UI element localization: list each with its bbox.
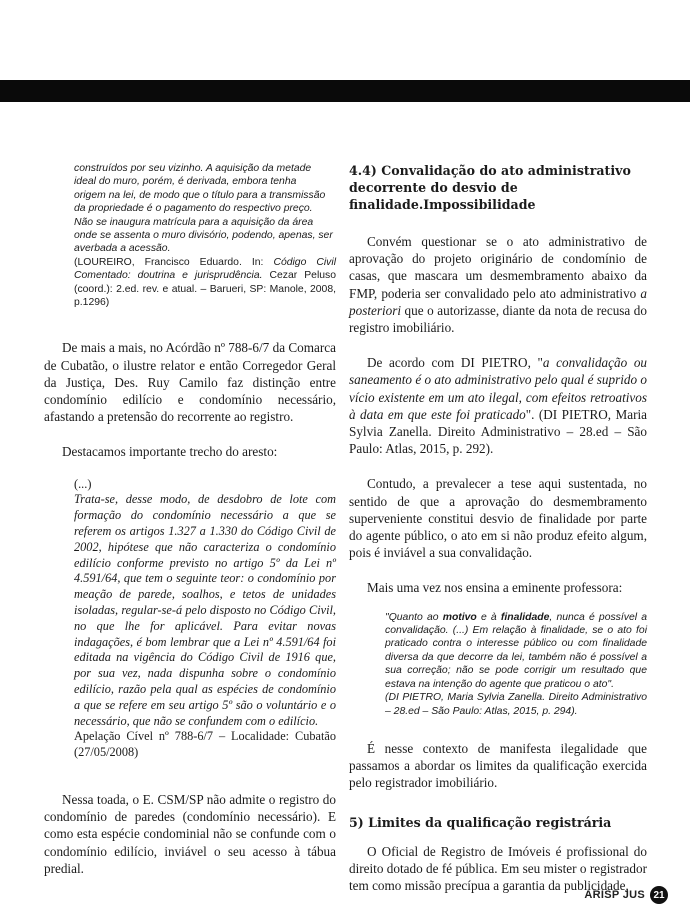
header-bar (0, 80, 690, 102)
left-column (44, 162, 336, 877)
block-quote-loureiro (74, 162, 336, 309)
section-heading-5: 5) Limites da qualificação registrária (349, 814, 612, 830)
quote-line: origem na lei, de modo que o título para a transmissão (74, 189, 326, 201)
page-footer (584, 886, 668, 904)
paragraph-questionar: Convém questionar se o ato administrativo de aprovação do projeto originário de condomínio de casas, que mascara um desmembramento abaixo da FMP, poderia ser convalidado pelo ato administrativo a posteriori que o autorizasse, diante da nota de recusa do registro imobiliário. (349, 234, 647, 336)
paragraph-contudo: Contudo, a prevalecer a tese aqui sustentada, no sentido de que a aprovação do desmembramento superveniente constitui desvio de finalidade por parte do agente público, o ato em si não produz efeito algum, pois é inviável a sua convalidação. (349, 476, 647, 561)
paragraph-csm: Nessa toada, o E. CSM/SP não admite o registro do condomínio de paredes (condomínio necessário). E como esta espécie condominial não se confunde com o condomínio edilício, inviável o seu acesso à tábua predial. (44, 792, 336, 876)
paragraph-destacamos: Destacamos importante trecho do aresto: (62, 444, 278, 460)
quote-citation: Apelação Cível nº 788-6/7 – Localidade: Cubatão (27/05/2008) (74, 729, 336, 760)
footer-brand: ARISP JUS (584, 889, 645, 901)
right-column (349, 162, 647, 894)
quote-line: construídos por seu vizinho. A aquisição da metade (74, 163, 312, 174)
quote-line: da propriedade é o pagamento do respectivo preço. (74, 203, 313, 215)
quote-line: onde se assenta o muro divisório, podendo, apenas, ser (74, 230, 333, 242)
quote-line: ideal do muro, porém, é derivada, embora tenha (74, 176, 297, 188)
paragraph-di-pietro: De acordo com DI PIETRO, "a convalidação ou saneamento é o ato administrativo pelo qual é suprido o vício existente em um ato ilegal, com efeitos retroativos à data em que este foi praticado". (DI PIETRO, Maria Sylvia Zanella. Direito Administrativo – 28.ed – São Paulo: Atlas, 2015, p. 292). (349, 355, 648, 457)
page-number: 21 (650, 886, 668, 904)
citation-loureiro: (LOUREIRO, Francisco Eduardo. In: Código Civil Comentado: doutrina e jurisprudência. Cezar Peluso (coord.): 2.ed. rev. e atual. – Barueri, SP: Manole, 2008, p.1296) (74, 256, 337, 309)
quote-line: Não se inaugura matrícula para a aquisição da área (74, 216, 314, 228)
paragraph-contexto: É nesse contexto de manifesta ilegalidade que passamos a abordar os limites da qualificação exercida pelo registrador imobiliário. (349, 740, 647, 791)
quote-text: "Quanto ao motivo e à finalidade, nunca é possível a convalidação. (...) Em relação à finalidade, se o ato foi praticado contra o interesse público ou com finalidade diversa da que decorre da lei, também não é possível a sua correção; não se pode corrigir um resultado que estava na intenção do agente que praticou o ato". (385, 611, 648, 690)
block-quote-aresto (74, 477, 336, 761)
quote-citation: (DI PIETRO, Maria Sylvia Zanella. Direito Administrativo – 28.ed – São Paulo: Atlas, 2015, p. 294). (385, 692, 647, 717)
paragraph-professora: Mais uma vez nos ensina a eminente professora: (367, 580, 623, 596)
block-quote-di-pietro (385, 611, 647, 718)
paragraph-oficial: O Oficial de Registro de Imóveis é profissional do direito dotado de fé pública. Em seu mister o registrador tem como missão precípua a garantia da publicidade, (349, 843, 647, 893)
quote-text: Trata-se, desse modo, de desdobro de lote com formação do condomínio necessário a que se referem os artigos 1.327 a 1.330 do Código Civil de 2002, hipótese que não caracteriza o condomínio edilício conforme previsto no artigo 5º da Lei nº 4.591/64, que tem o seguinte teor: o condomínio por meação de parede, soalhos, e tetos de unidades isoladas, regular-se-á pelo disposto no Código Civil, no que lhe for aplicável. Para evitar novas indagações, é bom lembrar que a Lei nº 4.591/64 foi editada na vigência do Código Civil de 1916 que, por sua vez, nada dispunha sobre o condomínio edilício, razão pela qual as espécies de condomínio a que se refere em seu artigo 5º são o voluntário e o necessário, que não se confundem com o edilício. (74, 492, 336, 728)
quote-line: averbada a acessão. (74, 243, 171, 255)
paragraph-acordao: De mais a mais, no Acórdão nº 788-6/7 da Comarca de Cubatão, o ilustre relator e então Corregedor Geral da Justiça, Des. Ruy Camilo faz distinção entre condomínio edilício e condomínio necessário, afastando a pretensão do recorrente ao registro. (44, 340, 336, 425)
quote-ellipsis: (...) (74, 476, 92, 491)
section-heading-4-4: 4.4) Convalidação do ato administrativo decorrente do desvio de finalidade.Impossibilidade (349, 163, 631, 212)
